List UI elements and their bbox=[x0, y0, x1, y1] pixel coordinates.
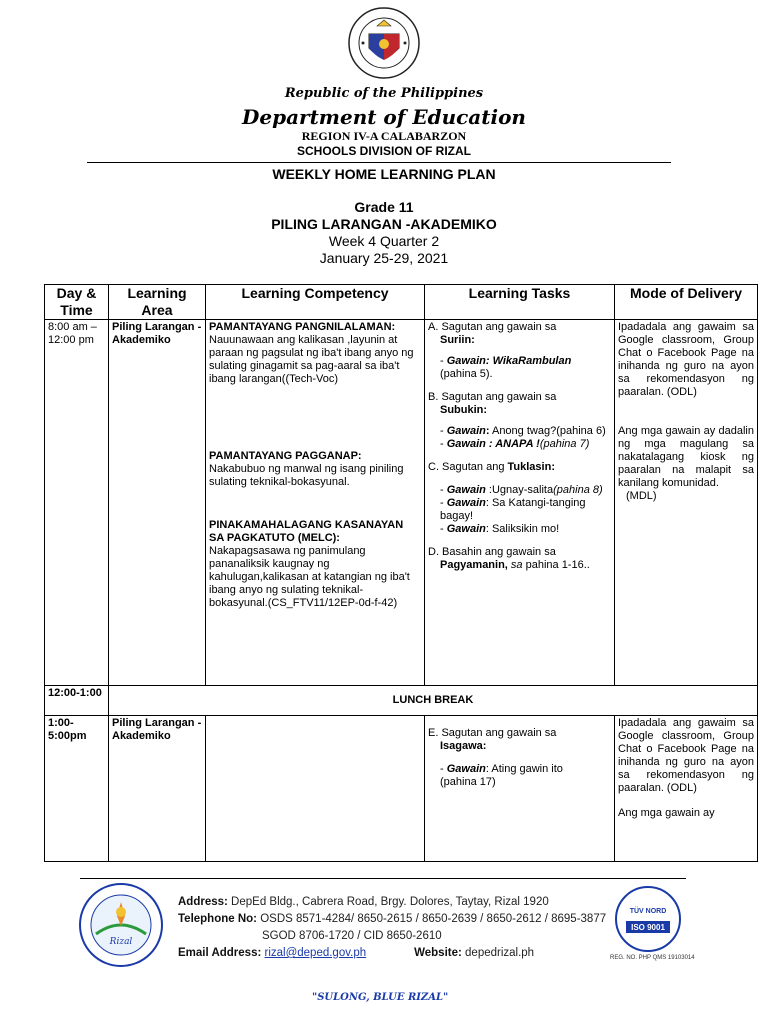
melc-text: Nakapagsasawa ng panimulang pananaliksik kaugnay ng kahulugan,kalikasan at katangian ng iba't ibang anyo ng sulating teknikal-bokasyunal.(CS_FTV11/12EP-0d-f-42) bbox=[209, 545, 410, 609]
iso-certification-badge bbox=[614, 885, 682, 953]
mode-mdl-text: Ang mga gawain ay dadalin ng mga magulang sa nakatalagang kiosk ng paaralan na malapit sa kanilang komunidad. bbox=[618, 425, 754, 489]
row1-tasks: A. Sagutan ang gawain sa Suriin: - Gawain: WikaRambulan (pahina 5). B. Sagutan ang gawain sa Subukin: - Gawain: Anong twag?(pahina 6) - Gawain : ANAPA !(pahina 7) C. Sagutan ang Tuklasin: - Gawain :Ugnay-salita(pahina 8) - Gawain: Sa Katangi-tanging bagay! - Gawain: Saliksikin mo! D. Basahin ang gawain sa Pagyamanin, sa pahina 1-16.. bbox=[425, 320, 615, 686]
task-a1: : WikaRambulan bbox=[485, 355, 572, 367]
task-d-page: pahina 1-16.. bbox=[522, 559, 590, 571]
plan-title: WEEKLY HOME LEARNING PLAN bbox=[272, 166, 496, 182]
task-b2-page: (pahina 7) bbox=[539, 438, 590, 450]
header-mode: Mode of Delivery bbox=[615, 285, 758, 320]
task-b: B. Sagutan ang gawain sa bbox=[428, 391, 557, 403]
mode-odl-text: Ipadadala ang gawaim sa Google classroom, Group Chat o Facebook Page na inihanda ng guro na ayon sa rekomendasyon ng paaralan. (ODL) bbox=[618, 321, 754, 398]
learning-plan-table bbox=[44, 284, 758, 862]
mode-mdl-tag: (MDL) bbox=[626, 490, 657, 502]
task-c1: :Ugnay-salita bbox=[485, 484, 554, 496]
task-c: C. Sagutan ang bbox=[428, 461, 508, 473]
table-row bbox=[45, 320, 758, 686]
division-rizal-seal-logo bbox=[78, 882, 164, 968]
lunch-time: 12:00-1:00 bbox=[45, 686, 109, 716]
email-link[interactable]: rizal@deped.gov.ph bbox=[264, 947, 367, 959]
task-c3: : Saliksikin mo! bbox=[485, 523, 560, 535]
email-label: Email Address: bbox=[178, 947, 262, 959]
phone-value: OSDS 8571-4284/ 8650-2615 / 8650-2639 / 8650-2612 / 8695-3877 bbox=[257, 913, 607, 925]
row1-area: Piling Larangan - Akademiko bbox=[109, 320, 206, 686]
gawain-label: Gawain bbox=[446, 425, 486, 437]
task-d: D. Basahin ang gawain sa bbox=[428, 546, 556, 558]
header-competency: Learning Competency bbox=[206, 285, 425, 320]
grade-title: Grade 11 bbox=[354, 199, 414, 215]
task-a: A. Sagutan ang gawain sa bbox=[428, 321, 557, 333]
table-row bbox=[45, 716, 758, 862]
header-day-time: Day & Time bbox=[45, 285, 109, 320]
task-b-section: Subukin: bbox=[440, 404, 488, 416]
table-header-row bbox=[45, 285, 758, 320]
row2-tasks: E. Sagutan ang gawain sa Isagawa: - Gawain: Ating gawin ito (pahina 17) bbox=[425, 716, 615, 862]
task-d-sa: sa bbox=[507, 559, 523, 571]
row2-area: Piling Larangan - Akademiko bbox=[109, 716, 206, 862]
content-standard-text: Nauunawaan ang kalikasan ,layunin at paraan ng pagsulat ng iba't ibang anyo ng sulating ginagamit sa pag-aaral sa iba't ibang larangan((Tech-Voc) bbox=[209, 334, 414, 385]
subject-title: PILING LARANGAN -AKADEMIKO bbox=[271, 216, 497, 232]
row2-mode bbox=[615, 716, 758, 862]
gawain-label: Gawain bbox=[446, 763, 486, 775]
performance-standard-title: PAMANTAYANG PAGGANAP: bbox=[209, 450, 362, 462]
task-e: E. Sagutan ang gawain sa bbox=[428, 727, 557, 739]
row2-time: 1:00-5:00pm bbox=[45, 716, 109, 862]
header-learning-area: Learning Area bbox=[109, 285, 206, 320]
iso-brand-text: TÜV NORD bbox=[629, 908, 667, 915]
gawain-label: Gawain bbox=[446, 497, 486, 509]
division-text: SCHOOLS DIVISION OF RIZAL bbox=[296, 144, 471, 158]
region-text: REGION IV-A CALABARZON bbox=[301, 129, 467, 143]
task-e1: : Ating gawin ito bbox=[485, 763, 563, 775]
footer-email-line bbox=[178, 946, 534, 960]
header-divider bbox=[87, 162, 671, 163]
iso-caption: REG. NO. PHP QMS 19103014 bbox=[610, 955, 695, 961]
task-c1-page: (pahina 8) bbox=[553, 484, 603, 496]
footer-phone bbox=[178, 912, 606, 926]
content-standard-title: PAMANTAYANG PANGNILALAMAN: bbox=[209, 321, 396, 333]
row2-competency bbox=[206, 716, 425, 862]
task-d-section: Pagyamanin, bbox=[440, 559, 508, 571]
footer-sgod: SGOD 8706-1720 / CID 8650-2610 bbox=[262, 930, 442, 942]
republic-text: Republic of the Philippines bbox=[284, 86, 484, 101]
task-e-section: Isagawa: bbox=[440, 740, 487, 752]
gawain-label: Gawain bbox=[446, 523, 486, 535]
address-value: DepEd Bldg., Cabrera Road, Brgy. Dolores, Taytay, Rizal 1920 bbox=[227, 896, 549, 908]
gawain-label: Gawain bbox=[446, 438, 486, 450]
gawain-label: Gawain bbox=[446, 355, 486, 367]
footer-address bbox=[178, 895, 549, 909]
lunch-label: LUNCH BREAK bbox=[109, 686, 758, 716]
gawain-label: Gawain bbox=[446, 484, 486, 496]
task-b2: : ANAPA ! bbox=[485, 438, 540, 450]
mode-mdl-text: Ang mga gawain ay bbox=[618, 807, 715, 819]
dates-text: January 25-29, 2021 bbox=[319, 250, 449, 266]
deped-seal-logo bbox=[347, 6, 421, 80]
task-a-section: Suriin: bbox=[440, 334, 475, 346]
header-tasks: Learning Tasks bbox=[425, 285, 615, 320]
row1-time: 8:00 am – 12:00 pm bbox=[45, 320, 109, 686]
performance-standard-text: Nakabubuo ng manwal ng isang piniling sulating teknikal-bokasyunal. bbox=[209, 463, 404, 488]
department-title: Department of Education bbox=[242, 105, 526, 129]
phone-label: Telephone No: bbox=[178, 913, 258, 925]
task-e1-page: (pahina 17) bbox=[440, 776, 496, 788]
task-c2: : Sa Katangi-tanging bagay! bbox=[440, 497, 586, 522]
footer-divider bbox=[80, 878, 686, 879]
row1-mode bbox=[615, 320, 758, 686]
website-label: Website: bbox=[414, 947, 462, 959]
slogan-text: "SULONG, BLUE RIZAL" bbox=[312, 992, 449, 1003]
iso-number-text: ISO 9001 bbox=[631, 923, 665, 932]
website-value: depedrizal.ph bbox=[461, 947, 535, 959]
address-label: Address: bbox=[178, 896, 228, 908]
row1-competency bbox=[206, 320, 425, 686]
mode-odl-text: Ipadadala ang gawaim sa Google classroom, Group Chat o Facebook Page na inihanda ng guro na ayon sa rekomendasyon ng paaralan. (ODL) bbox=[618, 717, 754, 794]
melc-title: PINAKAMAHALAGANG KASANAYAN SA PAGKATUTO (MELC): bbox=[209, 519, 404, 544]
task-b1: Anong twag?(pahina 6) bbox=[489, 425, 606, 437]
task-c-section: Tuklasin: bbox=[507, 461, 555, 473]
task-a1-page: (pahina 5). bbox=[440, 368, 493, 380]
lunch-row bbox=[45, 686, 758, 716]
division-seal-text: Rizal bbox=[109, 937, 133, 947]
week-text: Week 4 Quarter 2 bbox=[328, 233, 440, 249]
